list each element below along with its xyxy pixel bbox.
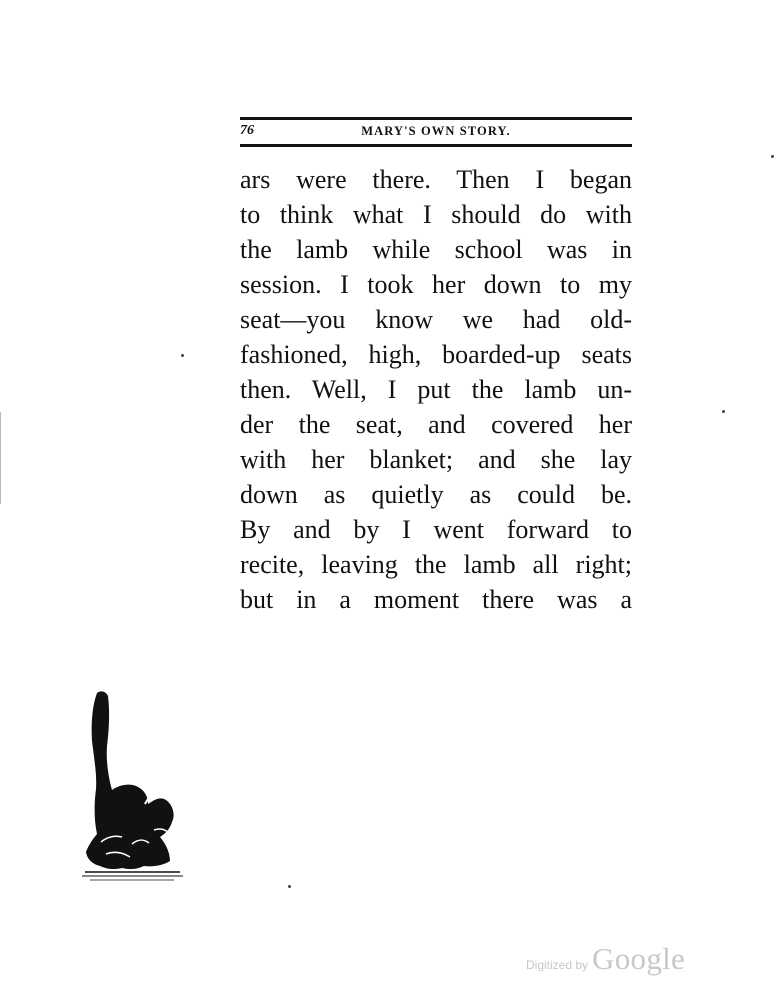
text-line: to think what I should do with [240, 200, 632, 229]
digitized-by-google [526, 941, 685, 983]
text-line: then. Well, I put the lamb un- [240, 375, 632, 404]
text-line: ars were there. Then I began [240, 165, 632, 194]
scan-speck [771, 155, 774, 158]
text-line: seat—you know we had old- [240, 305, 632, 334]
page-header [240, 122, 632, 144]
body-text [240, 162, 632, 617]
scan-edge-line [0, 412, 1, 504]
digitized-label: Digitized by [526, 958, 589, 972]
text-line: down as quietly as could be. [240, 480, 632, 509]
text-line: the lamb while school was in [240, 235, 632, 264]
cat-icon [82, 688, 184, 883]
text-line: der the seat, and covered her [240, 410, 632, 439]
text-line: but in a moment there was a [240, 585, 632, 614]
scan-speck [181, 354, 184, 357]
text-line: recite, leaving the lamb all right; [240, 550, 632, 579]
text-line: fashioned, high, boarded-up seats [240, 340, 632, 369]
page-number: 76 [240, 123, 254, 138]
google-logo: Google [592, 941, 686, 976]
running-title: MARY'S OWN STORY. [361, 124, 511, 138]
text-line: By and by I went forward to [240, 515, 632, 544]
scan-speck [288, 885, 291, 888]
header-top-rule [240, 117, 632, 120]
header-bottom-rule [240, 144, 632, 147]
text-line: with her blanket; and she lay [240, 445, 632, 474]
text-line: session. I took her down to my [240, 270, 632, 299]
scan-speck [722, 410, 725, 413]
